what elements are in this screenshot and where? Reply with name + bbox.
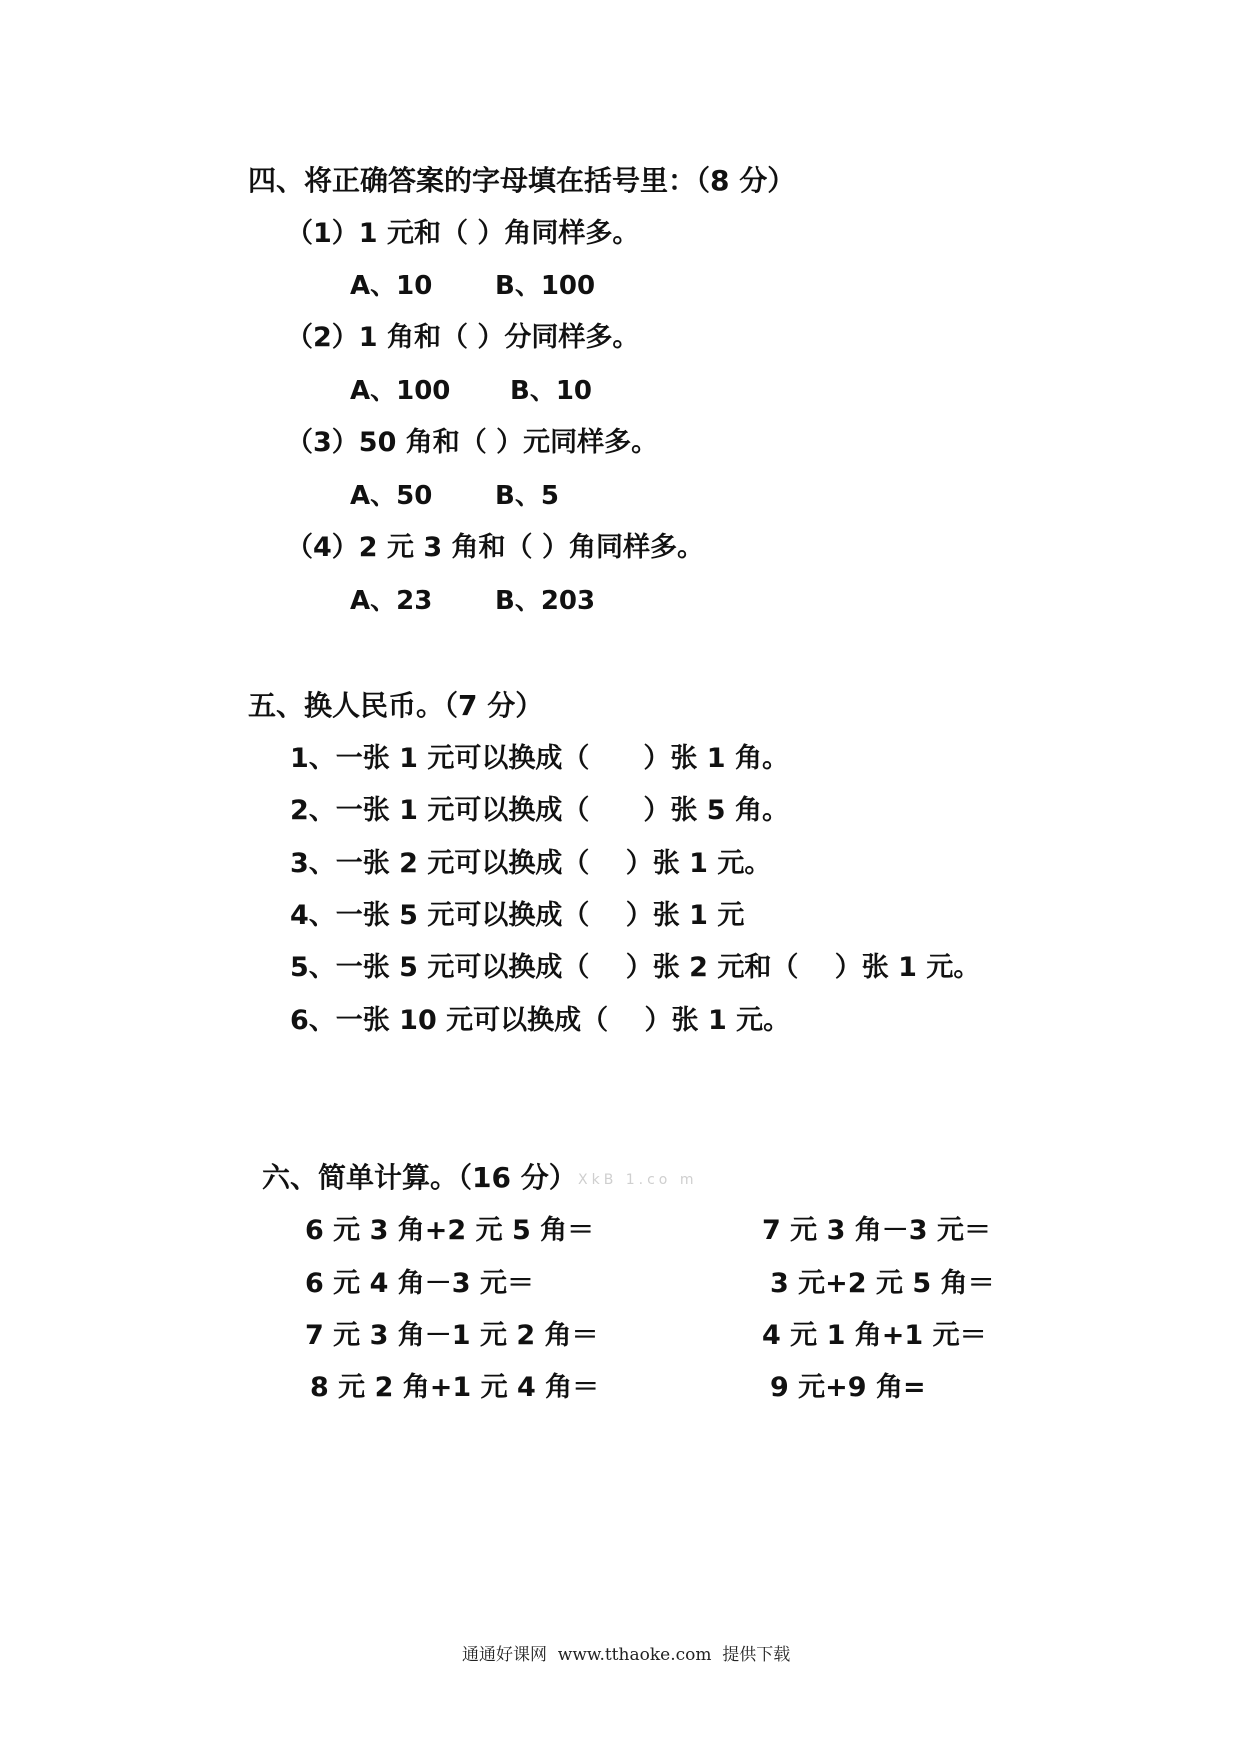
section-5-heading: 五、换人民币。（7 分） [248, 689, 544, 722]
exchange-item-2: 2、一张 1 元可以换成（ ）张 5 角。 [290, 795, 789, 826]
question-4-option-a: A、23 [350, 586, 433, 616]
exchange-item-6: 6、一张 10 元可以换成（ ）张 1 元。 [290, 1005, 791, 1036]
question-2-option-a: A、100 [350, 376, 451, 406]
calc-right-2: 3 元+2 元 5 角＝ [770, 1268, 995, 1299]
question-3: （3）50 角和（ ）元同样多。 [286, 427, 659, 458]
calc-right-1: 7 元 3 角－3 元＝ [762, 1215, 991, 1246]
section-4-heading: 四、将正确答案的字母填在括号里：（8 分） [248, 164, 796, 197]
question-2-option-b: B、10 [510, 376, 592, 406]
calc-left-3: 7 元 3 角－1 元 2 角＝ [305, 1320, 599, 1351]
question-1-option-b: B、100 [495, 271, 596, 301]
calc-left-2: 6 元 4 角－3 元＝ [305, 1268, 534, 1299]
footer-credit: 通通好课网 www.tthaoke.com 提供下载 [462, 1645, 791, 1665]
calc-left-1: 6 元 3 角+2 元 5 角＝ [305, 1215, 595, 1246]
exchange-item-5: 5、一张 5 元可以换成（ ）张 2 元和（ ）张 1 元。 [290, 952, 981, 983]
question-4-option-b: B、203 [495, 586, 596, 616]
exchange-item-4: 4、一张 5 元可以换成（ ）张 1 元 [290, 900, 745, 931]
calc-right-4: 9 元+9 角= [770, 1372, 926, 1403]
question-3-option-b: B、5 [495, 481, 559, 511]
calc-right-3: 4 元 1 角+1 元＝ [762, 1320, 987, 1351]
question-1-option-a: A、10 [350, 271, 433, 301]
exchange-item-3: 3、一张 2 元可以换成（ ）张 1 元。 [290, 848, 772, 879]
question-4: （4）2 元 3 角和（ ）角同样多。 [286, 532, 704, 563]
section-6-heading: 六、简单计算。（16 分） [262, 1161, 577, 1194]
question-2: （2）1 角和（ ）分同样多。 [286, 322, 640, 353]
watermark-text: XkB 1.co m [578, 1172, 698, 1188]
calc-left-4: 8 元 2 角+1 元 4 角＝ [310, 1372, 600, 1403]
question-1: （1）1 元和（ ）角同样多。 [286, 218, 640, 249]
question-3-option-a: A、50 [350, 481, 433, 511]
exchange-item-1: 1、一张 1 元可以换成（ ）张 1 角。 [290, 743, 789, 774]
